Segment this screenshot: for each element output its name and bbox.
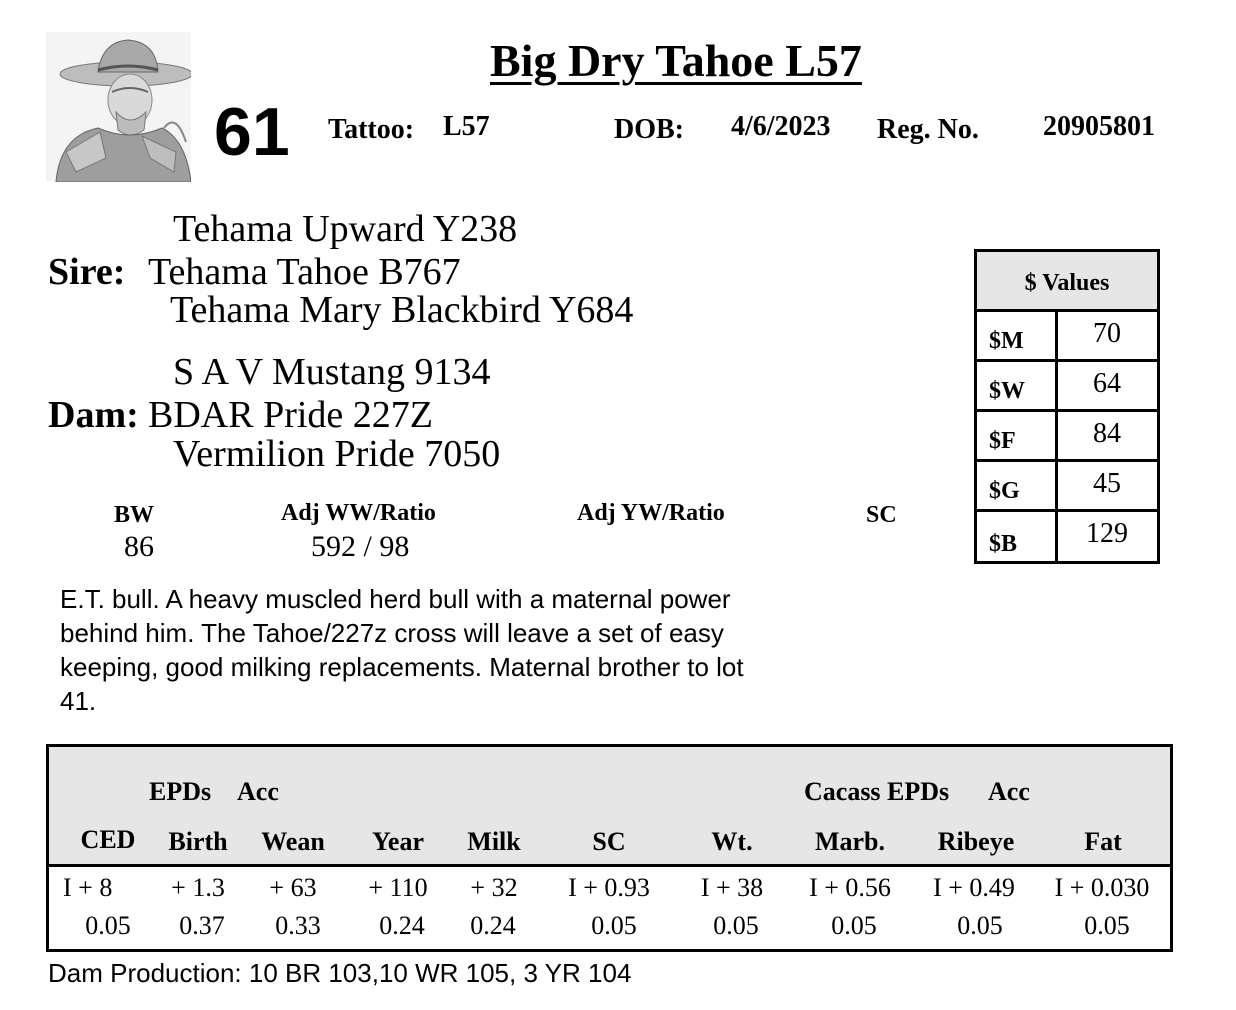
acc-value-year: 0.24 — [379, 911, 425, 940]
dollar-value-label: $B — [989, 531, 1018, 557]
dollar-value-row — [977, 362, 1157, 412]
column-header-sc: SC — [592, 827, 626, 856]
dam-label: Dam: — [48, 394, 139, 436]
column-header-year: Year — [372, 827, 424, 856]
animal-name-title: Big Dry Tahoe L57 — [490, 35, 862, 86]
ranch-logo — [46, 32, 191, 182]
epd-table-header — [49, 747, 1170, 867]
sire-sire: Tehama Upward Y238 — [173, 208, 518, 250]
dollar-values-header: $ Values — [977, 252, 1157, 312]
epd-value-wean: + 63 — [269, 873, 317, 902]
sire-name: Tehama Tahoe B767 — [148, 251, 461, 293]
dollar-value-row — [977, 462, 1157, 512]
dollar-value: 129 — [1086, 518, 1128, 549]
epd-value-year: + 110 — [368, 873, 428, 902]
epd-value-fat: I + 0.030 — [1054, 873, 1150, 902]
column-header-ced: CED — [80, 825, 136, 854]
tattoo-label: Tattoo: — [328, 114, 415, 145]
acc-value-milk: 0.24 — [470, 911, 516, 940]
epd-value-birth: + 1.3 — [171, 873, 225, 902]
epd-acc-label: Acc — [237, 777, 279, 806]
adj-ww-label: Adj WW/Ratio — [281, 500, 436, 526]
dam-name: BDAR Pride 227Z — [148, 394, 433, 436]
dollar-value-label: $F — [989, 428, 1016, 454]
acc-value-fat: 0.05 — [1084, 911, 1130, 940]
sire-label: Sire: — [48, 251, 126, 293]
dollar-value-label: $G — [989, 478, 1020, 504]
carcass-epd-group-label: Cacass EPDs — [804, 777, 950, 806]
sire-dam: Tehama Mary Blackbird Y684 — [170, 289, 634, 331]
dollar-value-row — [977, 412, 1157, 462]
epd-table — [46, 744, 1173, 952]
dollar-value: 84 — [1093, 418, 1121, 449]
dob-label: DOB: — [614, 114, 684, 145]
bw-label: BW — [114, 502, 155, 528]
dollar-value-row — [977, 312, 1157, 362]
dollar-value-row — [977, 512, 1157, 562]
epd-value-ribeye: I + 0.49 — [933, 873, 1015, 902]
acc-value-wt: 0.05 — [713, 911, 759, 940]
epd-group-label: EPDs — [149, 777, 212, 806]
acc-value-ced: 0.05 — [85, 911, 131, 940]
dam-sire: S A V Mustang 9134 — [173, 351, 491, 393]
dollar-value: 64 — [1093, 368, 1121, 399]
column-header-ribeye: Ribeye — [937, 827, 1015, 856]
column-header-wean: Wean — [261, 827, 325, 856]
dollar-values-box — [974, 249, 1160, 564]
reg-value: 20905801 — [1043, 111, 1155, 142]
sc-label: SC — [866, 502, 897, 528]
epd-value-marb: I + 0.56 — [809, 873, 891, 902]
epd-value-ced: I + 8 — [63, 873, 113, 902]
dollar-value: 45 — [1093, 468, 1121, 499]
adj-yw-label: Adj YW/Ratio — [577, 500, 725, 526]
carcass-acc-label: Acc — [988, 777, 1030, 806]
column-header-milk: Milk — [467, 827, 521, 856]
dollar-value-label: $M — [989, 328, 1024, 354]
column-header-marb: Marb. — [814, 827, 886, 856]
epd-value-wt: I + 38 — [700, 873, 764, 902]
bull-description: E.T. bull. A heavy muscled herd bull with a maternal power behind him. The Tahoe/227z cross will leave a set of easy keeping, good milking replacements. Maternal brother to lot 41. — [60, 584, 744, 716]
column-header-wt: Wt. — [711, 827, 753, 856]
epd-value-sc: I + 0.93 — [568, 873, 650, 902]
dam-production: Dam Production: 10 BR 103,10 WR 105, 3 YR 104 — [48, 958, 632, 988]
column-header-fat: Fat — [1084, 827, 1122, 856]
epd-value-milk: + 32 — [470, 873, 518, 902]
acc-value-sc: 0.05 — [591, 911, 637, 940]
column-header-birth: Birth — [168, 827, 228, 856]
dollar-value-label: $W — [989, 378, 1025, 404]
tattoo-value: L57 — [443, 111, 490, 142]
lot-number: 61 — [214, 94, 290, 170]
acc-value-marb: 0.05 — [831, 911, 877, 940]
adj-ww-value: 592 / 98 — [311, 530, 410, 563]
bw-value: 86 — [124, 530, 154, 563]
acc-value-birth: 0.37 — [179, 911, 225, 940]
dob-value: 4/6/2023 — [731, 111, 831, 142]
dollar-value: 70 — [1093, 318, 1121, 349]
acc-value-wean: 0.33 — [275, 911, 321, 940]
acc-value-ribeye: 0.05 — [957, 911, 1003, 940]
reg-label: Reg. No. — [877, 114, 979, 145]
dam-dam: Vermilion Pride 7050 — [173, 433, 501, 475]
